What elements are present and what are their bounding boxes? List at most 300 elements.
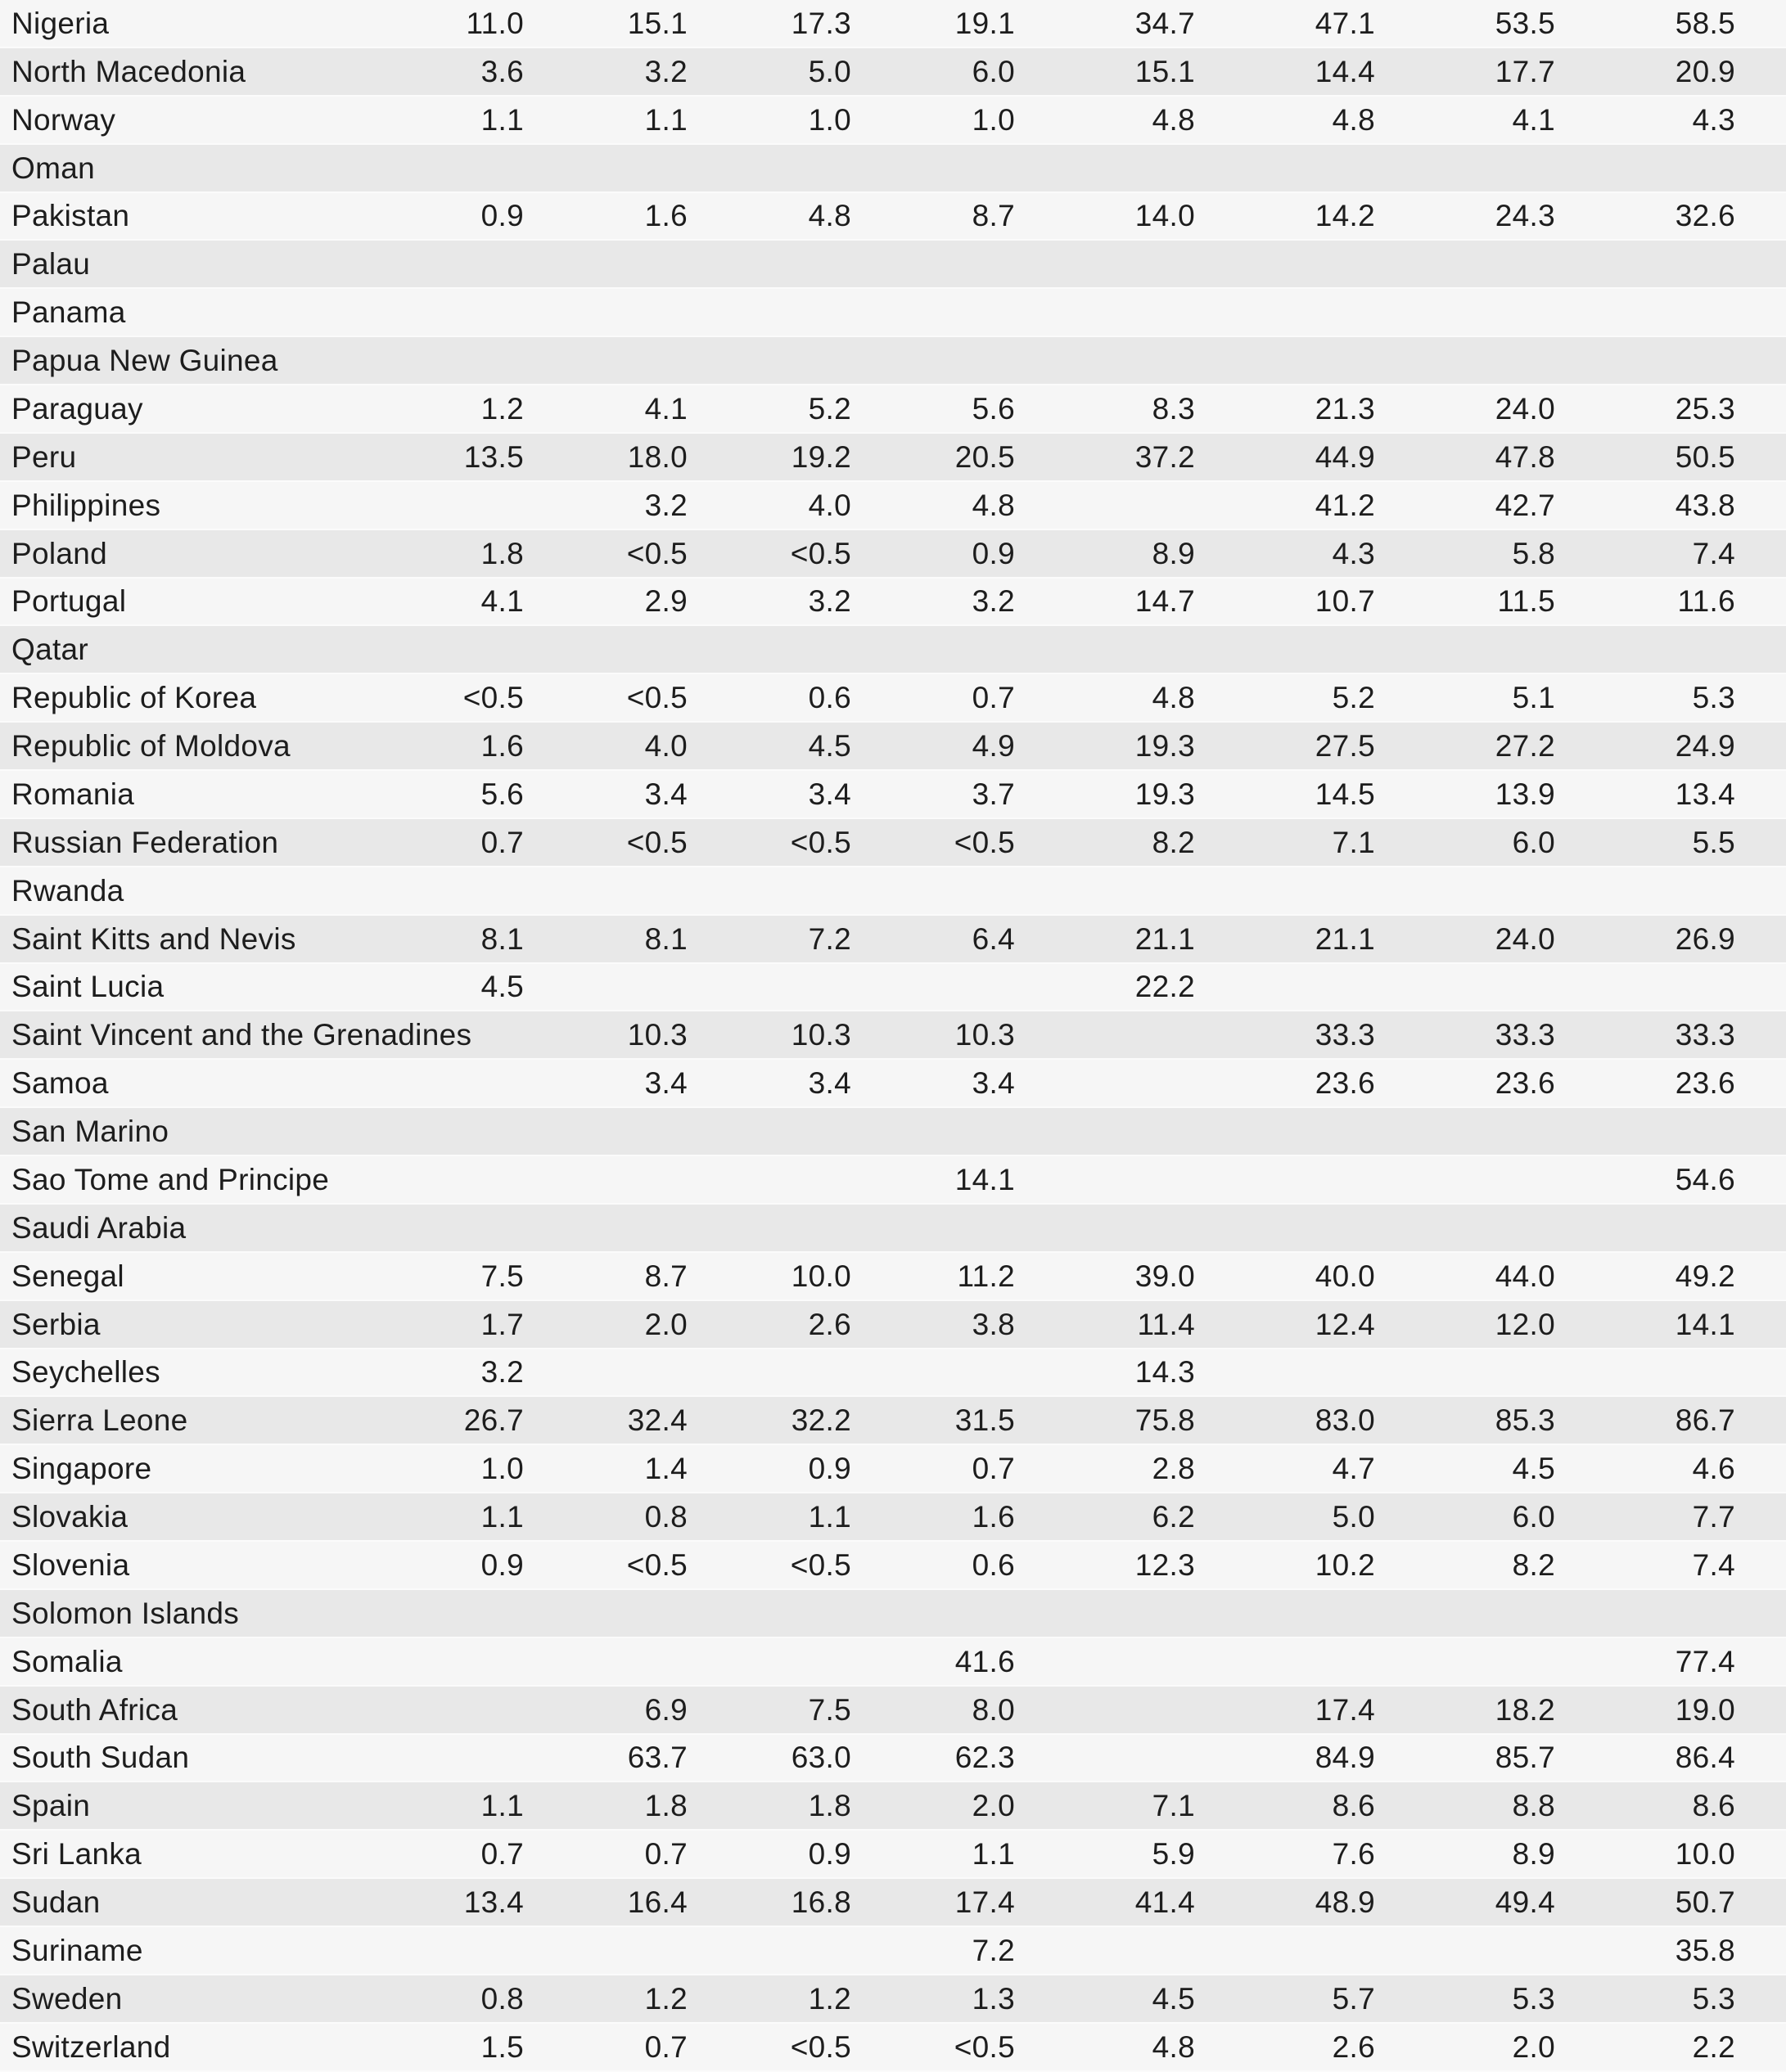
table-row — [0, 193, 1786, 241]
value-col-2: 0.7 — [644, 2029, 688, 2064]
value-col-5: 14.7 — [1134, 584, 1195, 619]
value-col-5: 7.1 — [1152, 1789, 1195, 1823]
value-col-5: 14.3 — [1134, 1355, 1195, 1390]
value-col-2: <0.5 — [626, 825, 688, 859]
country-name: San Marino — [11, 1115, 169, 1149]
value-col-8: 26.9 — [1675, 921, 1735, 956]
value-col-6: 41.2 — [1315, 488, 1375, 522]
table-row — [0, 1831, 1786, 1879]
value-col-2: <0.5 — [626, 536, 688, 570]
value-col-6: 17.4 — [1315, 1692, 1375, 1727]
value-col-7: 42.7 — [1495, 488, 1555, 522]
value-col-7: 18.2 — [1495, 1692, 1555, 1727]
value-col-7: 24.3 — [1495, 199, 1555, 233]
value-col-6: 4.7 — [1332, 1452, 1375, 1486]
country-name: Sudan — [11, 1885, 101, 1920]
country-name: Portugal — [11, 584, 127, 619]
value-col-2: 2.0 — [644, 1307, 688, 1341]
value-col-6: 84.9 — [1315, 1741, 1375, 1775]
value-col-6: 8.6 — [1332, 1789, 1375, 1823]
value-col-5: 11.4 — [1137, 1307, 1195, 1341]
value-col-2: 0.8 — [644, 1500, 688, 1534]
value-col-6: 10.7 — [1315, 584, 1375, 619]
country-name: Suriname — [11, 1933, 143, 1967]
value-col-4: 20.5 — [954, 439, 1015, 474]
value-col-7: 5.8 — [1512, 536, 1555, 570]
table-row — [0, 1927, 1786, 1975]
value-col-6: 48.9 — [1315, 1885, 1375, 1920]
value-col-4: 5.6 — [972, 391, 1015, 426]
value-col-7: 24.0 — [1495, 391, 1555, 426]
country-name: Oman — [11, 151, 95, 185]
value-col-4: 0.7 — [972, 1452, 1015, 1486]
table-row — [0, 530, 1786, 579]
value-col-5: 8.2 — [1152, 825, 1195, 859]
value-col-3: <0.5 — [790, 1547, 851, 1582]
value-col-1: 1.5 — [480, 2029, 524, 2064]
value-col-7: 11.5 — [1497, 584, 1555, 619]
value-col-7: 12.0 — [1495, 1307, 1555, 1341]
country-name: Samoa — [11, 1066, 109, 1101]
country-name: Philippines — [11, 488, 161, 522]
table-row — [0, 1687, 1786, 1735]
table-row — [0, 1156, 1786, 1205]
value-col-7: 5.3 — [1512, 1981, 1555, 2016]
value-col-3: 1.1 — [808, 1500, 851, 1534]
value-col-2: 1.4 — [644, 1452, 688, 1486]
country-name: Slovenia — [11, 1547, 130, 1582]
value-col-8: 54.6 — [1675, 1162, 1735, 1196]
value-col-6: 14.2 — [1315, 199, 1375, 233]
table-row — [0, 1782, 1786, 1831]
table-row — [0, 1108, 1786, 1156]
value-col-6: 4.8 — [1332, 102, 1375, 137]
value-col-5: 41.4 — [1134, 1885, 1195, 1920]
value-col-1: 0.9 — [480, 199, 524, 233]
value-col-5: 8.9 — [1152, 536, 1195, 570]
country-name: Senegal — [11, 1259, 124, 1293]
country-name: South Africa — [11, 1692, 178, 1727]
value-col-2: 1.2 — [644, 1981, 688, 2016]
value-col-2: 16.4 — [627, 1885, 688, 1920]
country-name: Palau — [11, 247, 91, 282]
value-col-6: 10.2 — [1315, 1547, 1375, 1582]
value-col-8: 24.9 — [1675, 729, 1735, 763]
country-name: Spain — [11, 1789, 91, 1823]
value-col-1: 0.7 — [480, 825, 524, 859]
value-col-7: 47.8 — [1495, 439, 1555, 474]
value-col-5: 4.5 — [1152, 1981, 1195, 2016]
value-col-3: 4.5 — [808, 729, 851, 763]
value-col-4: 41.6 — [954, 1644, 1015, 1678]
table-row — [0, 1397, 1786, 1445]
value-col-7: 49.4 — [1495, 1885, 1555, 1920]
value-col-3: 4.8 — [808, 199, 851, 233]
value-col-5: 21.1 — [1134, 921, 1195, 956]
country-name: Slovakia — [11, 1500, 129, 1534]
value-col-7: 4.1 — [1512, 102, 1555, 137]
value-col-3: 1.0 — [808, 102, 851, 137]
value-col-5: 34.7 — [1134, 6, 1195, 40]
value-col-2: 1.8 — [644, 1789, 688, 1823]
country-name: Romania — [11, 777, 135, 811]
value-col-2: 18.0 — [627, 439, 688, 474]
value-col-8: 5.5 — [1692, 825, 1735, 859]
country-name: Serbia — [11, 1307, 101, 1341]
table-row — [0, 2024, 1786, 2072]
value-col-3: 4.0 — [808, 488, 851, 522]
value-col-6: 14.5 — [1315, 777, 1375, 811]
table-row — [0, 1638, 1786, 1687]
value-col-4: 6.4 — [972, 921, 1015, 956]
value-col-7: 53.5 — [1495, 6, 1555, 40]
value-col-5: 8.3 — [1152, 391, 1195, 426]
value-col-8: 7.4 — [1692, 1547, 1735, 1582]
value-col-6: 12.4 — [1315, 1307, 1375, 1341]
value-col-3: 2.6 — [808, 1307, 851, 1341]
value-col-6: 5.7 — [1332, 1981, 1375, 2016]
country-name: Pakistan — [11, 199, 130, 233]
value-col-8: 4.6 — [1692, 1452, 1735, 1486]
value-col-7: 8.9 — [1512, 1837, 1555, 1872]
value-col-7: 6.0 — [1512, 825, 1555, 859]
value-col-2: 8.7 — [644, 1259, 688, 1293]
value-col-1: 8.1 — [480, 921, 524, 956]
country-name: Sierra Leone — [11, 1403, 188, 1438]
value-col-6: 5.2 — [1332, 681, 1375, 715]
value-col-7: 2.0 — [1512, 2029, 1555, 2064]
country-name: Nigeria — [11, 6, 110, 40]
table-row — [0, 1205, 1786, 1253]
value-col-1: 1.2 — [480, 391, 524, 426]
value-col-7: 85.7 — [1495, 1741, 1555, 1775]
value-col-3: 3.2 — [808, 584, 851, 619]
value-col-7: 8.2 — [1512, 1547, 1555, 1582]
value-col-8: 5.3 — [1692, 1981, 1735, 2016]
country-name: Paraguay — [11, 391, 143, 426]
country-name: Seychelles — [11, 1355, 160, 1390]
value-col-1: 7.5 — [480, 1259, 524, 1293]
value-col-1: 1.7 — [480, 1307, 524, 1341]
value-col-1: 1.6 — [480, 729, 524, 763]
value-col-7: 17.7 — [1495, 54, 1555, 88]
value-col-5: 39.0 — [1134, 1259, 1195, 1293]
value-col-1: 1.0 — [480, 1452, 524, 1486]
value-col-6: 21.3 — [1315, 391, 1375, 426]
country-name: Panama — [11, 295, 126, 330]
value-col-1: 1.1 — [480, 102, 524, 137]
value-col-8: 19.0 — [1675, 1692, 1735, 1727]
value-col-6: 14.4 — [1315, 54, 1375, 88]
country-name: Saint Kitts and Nevis — [11, 921, 296, 956]
value-col-4: 0.7 — [972, 681, 1015, 715]
value-col-2: 32.4 — [627, 1403, 688, 1438]
table-row — [0, 964, 1786, 1012]
value-col-7: 85.3 — [1495, 1403, 1555, 1438]
value-col-5: 4.8 — [1152, 681, 1195, 715]
value-col-3: 63.0 — [791, 1741, 851, 1775]
value-col-7: 4.5 — [1512, 1452, 1555, 1486]
value-col-2: 3.4 — [644, 1066, 688, 1101]
country-name: Peru — [11, 439, 77, 474]
value-col-8: 33.3 — [1675, 1018, 1735, 1052]
value-col-4: 62.3 — [954, 1741, 1015, 1775]
value-col-6: 23.6 — [1315, 1066, 1375, 1101]
value-col-1: <0.5 — [462, 681, 524, 715]
value-col-8: 8.6 — [1692, 1789, 1735, 1823]
table-row — [0, 1975, 1786, 2024]
value-col-1: 13.4 — [463, 1885, 524, 1920]
table-row — [0, 1493, 1786, 1542]
value-col-3: 10.3 — [791, 1018, 851, 1052]
value-col-4: 8.0 — [972, 1692, 1015, 1727]
value-col-4: 2.0 — [972, 1789, 1015, 1823]
value-col-2: 3.4 — [644, 777, 688, 811]
value-col-4: 10.3 — [954, 1018, 1015, 1052]
value-col-4: 0.9 — [972, 536, 1015, 570]
value-col-8: 23.6 — [1675, 1066, 1735, 1101]
value-col-7: 5.1 — [1512, 681, 1555, 715]
value-col-8: 35.8 — [1675, 1933, 1735, 1967]
value-col-4: <0.5 — [954, 825, 1015, 859]
value-col-8: 50.5 — [1675, 439, 1735, 474]
table-row — [0, 1445, 1786, 1493]
table-row — [0, 337, 1786, 385]
table-row — [0, 1060, 1786, 1108]
country-name: Solomon Islands — [11, 1596, 240, 1630]
value-col-4: <0.5 — [954, 2029, 1015, 2064]
table-row — [0, 1879, 1786, 1927]
value-col-3: 7.2 — [808, 921, 851, 956]
table-row — [0, 1349, 1786, 1398]
table-row — [0, 771, 1786, 819]
value-col-3: 3.4 — [808, 777, 851, 811]
value-col-4: 17.4 — [954, 1885, 1015, 1920]
value-col-5: 37.2 — [1134, 439, 1195, 474]
value-col-2: 10.3 — [627, 1018, 688, 1052]
value-col-7: 44.0 — [1495, 1259, 1555, 1293]
value-col-8: 77.4 — [1675, 1644, 1735, 1678]
value-col-4: 3.4 — [972, 1066, 1015, 1101]
value-col-5: 6.2 — [1152, 1500, 1195, 1534]
table-row — [0, 1253, 1786, 1301]
table-row — [0, 819, 1786, 867]
value-col-1: 11.0 — [466, 6, 524, 40]
country-name: Saudi Arabia — [11, 1210, 187, 1245]
value-col-3: <0.5 — [790, 536, 851, 570]
value-col-4: 19.1 — [954, 6, 1015, 40]
value-col-4: 11.2 — [957, 1259, 1015, 1293]
value-col-7: 33.3 — [1495, 1018, 1555, 1052]
table-row — [0, 916, 1786, 964]
table-row — [0, 241, 1786, 289]
value-col-8: 50.7 — [1675, 1885, 1735, 1920]
value-col-3: 0.9 — [808, 1452, 851, 1486]
value-col-2: 15.1 — [627, 6, 688, 40]
value-col-8: 14.1 — [1675, 1307, 1735, 1341]
country-name: Rwanda — [11, 873, 124, 908]
value-col-3: 19.2 — [791, 439, 851, 474]
country-name: Republic of Korea — [11, 681, 257, 715]
value-col-8: 7.4 — [1692, 536, 1735, 570]
table-row — [0, 723, 1786, 771]
value-col-7: 13.9 — [1495, 777, 1555, 811]
value-col-6: 44.9 — [1315, 439, 1375, 474]
value-col-7: 27.2 — [1495, 729, 1555, 763]
value-col-1: 1.1 — [480, 1789, 524, 1823]
value-col-7: 24.0 — [1495, 921, 1555, 956]
value-col-1: 3.6 — [480, 54, 524, 88]
value-col-4: 3.7 — [972, 777, 1015, 811]
value-col-8: 20.9 — [1675, 54, 1735, 88]
value-col-3: 0.9 — [808, 1837, 851, 1872]
value-col-1: 5.6 — [480, 777, 524, 811]
value-col-4: 1.6 — [972, 1500, 1015, 1534]
value-col-5: 75.8 — [1134, 1403, 1195, 1438]
value-col-6: 27.5 — [1315, 729, 1375, 763]
value-col-5: 2.8 — [1152, 1452, 1195, 1486]
value-col-4: 3.8 — [972, 1307, 1015, 1341]
value-col-4: 14.1 — [954, 1162, 1015, 1196]
value-col-6: 7.6 — [1332, 1837, 1375, 1872]
value-col-3: 10.0 — [791, 1259, 851, 1293]
table-row — [0, 1301, 1786, 1349]
value-col-6: 40.0 — [1315, 1259, 1375, 1293]
value-col-5: 4.8 — [1152, 102, 1195, 137]
value-col-6: 2.6 — [1332, 2029, 1375, 2064]
value-col-5: 19.3 — [1134, 729, 1195, 763]
country-name: Singapore — [11, 1452, 152, 1486]
value-col-8: 49.2 — [1675, 1259, 1735, 1293]
country-name: Somalia — [11, 1644, 123, 1678]
table-row — [0, 97, 1786, 145]
country-name: Saint Vincent and the Grenadines — [11, 1018, 472, 1052]
value-col-2: <0.5 — [626, 1547, 688, 1582]
value-col-3: <0.5 — [790, 825, 851, 859]
value-col-1: 0.7 — [480, 1837, 524, 1872]
value-col-7: 8.8 — [1512, 1789, 1555, 1823]
value-col-5: 12.3 — [1134, 1547, 1195, 1582]
table-row — [0, 1590, 1786, 1638]
value-col-1: 1.1 — [480, 1500, 524, 1534]
value-col-5: 14.0 — [1134, 199, 1195, 233]
value-col-6: 47.1 — [1315, 6, 1375, 40]
value-col-8: 43.8 — [1675, 488, 1735, 522]
table-row — [0, 626, 1786, 674]
value-col-3: 5.0 — [808, 54, 851, 88]
value-col-4: 1.1 — [972, 1837, 1015, 1872]
value-col-2: 63.7 — [627, 1741, 688, 1775]
value-col-1: 3.2 — [480, 1355, 524, 1390]
value-col-4: 7.2 — [972, 1933, 1015, 1967]
country-name: Sri Lanka — [11, 1837, 142, 1872]
value-col-2: 4.0 — [644, 729, 688, 763]
country-name: Norway — [11, 102, 116, 137]
value-col-8: 10.0 — [1675, 1837, 1735, 1872]
value-col-1: 13.5 — [463, 439, 524, 474]
value-col-2: 4.1 — [644, 391, 688, 426]
country-name: Switzerland — [11, 2029, 171, 2064]
value-col-8: 5.3 — [1692, 681, 1735, 715]
value-col-5: 22.2 — [1134, 970, 1195, 1004]
value-col-5: 15.1 — [1134, 54, 1195, 88]
value-col-8: 2.2 — [1692, 2029, 1735, 2064]
value-col-2: 2.9 — [644, 584, 688, 619]
value-col-1: 0.9 — [480, 1547, 524, 1582]
value-col-6: 21.1 — [1315, 921, 1375, 956]
table-row — [0, 434, 1786, 482]
value-col-3: 17.3 — [791, 6, 851, 40]
value-col-1: 4.5 — [480, 970, 524, 1004]
value-col-3: 1.2 — [808, 1981, 851, 2016]
table-row — [0, 289, 1786, 337]
value-col-1: 26.7 — [463, 1403, 524, 1438]
value-col-3: 0.6 — [808, 681, 851, 715]
country-name: North Macedonia — [11, 54, 246, 88]
table-row — [0, 579, 1786, 627]
table-row — [0, 1542, 1786, 1590]
country-name: Republic of Moldova — [11, 729, 291, 763]
value-col-6: 4.3 — [1332, 536, 1375, 570]
value-col-8: 58.5 — [1675, 6, 1735, 40]
value-col-7: 6.0 — [1512, 1500, 1555, 1534]
table-row — [0, 145, 1786, 193]
country-name: Saint Lucia — [11, 970, 165, 1004]
value-col-5: 4.8 — [1152, 2029, 1195, 2064]
table-row — [0, 48, 1786, 97]
value-col-6: 33.3 — [1315, 1018, 1375, 1052]
country-name: Sao Tome and Principe — [11, 1162, 330, 1196]
country-name: Qatar — [11, 633, 89, 667]
value-col-3: <0.5 — [790, 2029, 851, 2064]
value-col-3: 1.8 — [808, 1789, 851, 1823]
country-name: South Sudan — [11, 1741, 190, 1775]
value-col-8: 32.6 — [1675, 199, 1735, 233]
value-col-2: 0.7 — [644, 1837, 688, 1872]
value-col-2: 3.2 — [644, 54, 688, 88]
value-col-8: 7.7 — [1692, 1500, 1735, 1534]
value-col-4: 0.6 — [972, 1547, 1015, 1582]
value-col-8: 11.6 — [1677, 584, 1735, 619]
value-col-3: 3.4 — [808, 1066, 851, 1101]
table-row — [0, 0, 1786, 48]
value-col-1: 1.8 — [480, 536, 524, 570]
value-col-6: 7.1 — [1332, 825, 1375, 859]
table-row — [0, 1735, 1786, 1783]
country-name: Poland — [11, 536, 108, 570]
country-name: Russian Federation — [11, 825, 279, 859]
value-col-8: 13.4 — [1675, 777, 1735, 811]
value-col-3: 32.2 — [791, 1403, 851, 1438]
value-col-1: 4.1 — [480, 584, 524, 619]
value-col-4: 1.0 — [972, 102, 1015, 137]
value-col-6: 5.0 — [1332, 1500, 1375, 1534]
value-col-3: 5.2 — [808, 391, 851, 426]
value-col-4: 6.0 — [972, 54, 1015, 88]
value-col-8: 25.3 — [1675, 391, 1735, 426]
value-col-2: 1.1 — [644, 102, 688, 137]
value-col-6: 83.0 — [1315, 1403, 1375, 1438]
country-name: Papua New Guinea — [11, 344, 278, 378]
value-col-2: <0.5 — [626, 681, 688, 715]
table-row — [0, 867, 1786, 916]
value-col-3: 16.8 — [791, 1885, 851, 1920]
value-col-4: 8.7 — [972, 199, 1015, 233]
value-col-4: 4.9 — [972, 729, 1015, 763]
value-col-4: 1.3 — [972, 1981, 1015, 2016]
value-col-2: 6.9 — [644, 1692, 688, 1727]
country-name: Sweden — [11, 1981, 123, 2016]
